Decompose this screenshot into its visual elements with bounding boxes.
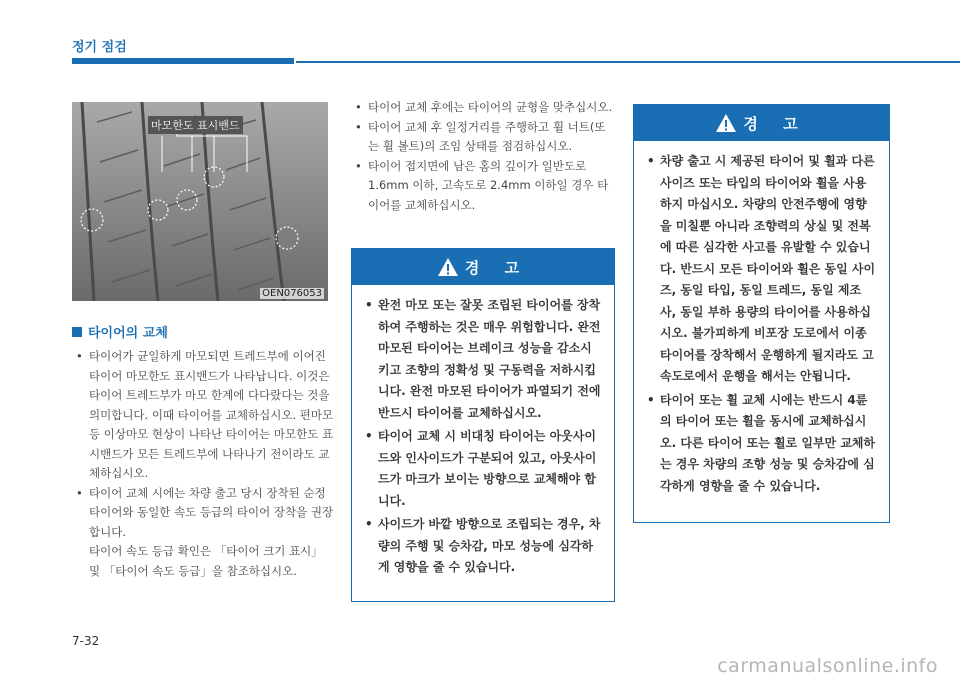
middle-column-text [355,98,615,215]
warning-box-right [633,104,890,523]
warning-item: • 사이드가 바깥 방향으로 조립되는 경우, 차량의 주행 및 승차감, 마모 성능에 심각하게 영향을 줄 수 있습니다. [364,514,602,579]
warning-body [634,141,889,507]
header-title: 정기 점검 [72,40,127,55]
figure-code: OEN076053 [262,288,322,299]
section-marker-icon [72,327,82,337]
warning-item: • 차량 출고 시 제공된 타이어 및 휠과 다른 사이즈 또는 타입의 타이어와 휠을 사용하지 마십시오. 차량의 안전주행에 영향을 미칠뿐 아니라 조향력의 상실 및 전복에 따른 심각한 사고를 유발할 수 있습니다. 반드시 모든 타이어와 휠은 동일 사이즈, 동일 타입, 동일 트레드, 동일 제조사, 동일 부하 용량의 타이어를 사용하십시오. 불가피하게 비포장 도로에서 이종 타이어를 장착해서 운행하게 될지라도 고속도로에서 운행을 해서는 안됩니다. [646,151,877,388]
warning-item: • 타이어 교체 시 비대칭 타이어는 아웃사이드와 인사이드가 구분되어 있고, 아웃사이드가 마크가 보이는 방향으로 교체해야 합니다. [364,426,602,512]
warning-box-middle [351,248,615,602]
left-column-text [76,347,334,581]
warning-title: 경 고 [743,114,808,133]
list-item: • 타이어 교체 후 일정거리를 주행하고 휠 너트(또는 휠 볼트)의 조임 상태를 점검하십시오. [355,118,615,157]
list-item: • 타이어 교체 후에는 타이어의 균형을 맞추십시오. [355,98,615,118]
list-item: • 타이어 교체 시에는 차량 출고 당시 장착된 순정 타이어와 동일한 속도 등급의 타이어 장착을 권장합니다. [76,484,334,543]
figure-label: 마모한도 표시밴드 [148,116,243,134]
header-bar [72,58,294,64]
warning-item: • 타이어 또는 휠 교체 시에는 반드시 4륜의 타이어 또는 휠을 동시에 교체하십시오. 다른 타이어 또는 휠로 일부만 교체하는 경우 차량의 조향 성능 및 승차감에 심각하게 영향을 줄 수 있습니다. [646,390,877,498]
continuation-text: 타이어 속도 등급 확인은 「타이어 크기 표시」 및 「타이어 속도 등급」을 참조하십시오. [89,544,323,578]
warning-body [352,285,614,589]
warning-title: 경 고 [464,258,530,277]
warning-item: • 완전 마모 또는 잘못 조립된 타이어를 장착하여 주행하는 것은 매우 위험합니다. 완전 마모된 타이어는 브레이크 성능을 감소시키고 조향의 정확성 및 구동력을 저하시킵니다. 완전 마모된 타이어가 파열되기 전에 반드시 타이어를 교체하십시오. [364,295,602,424]
warning-triangle-icon [437,257,459,277]
warning-header [352,249,614,285]
watermark: carmanualsonline.info [717,655,938,677]
section-title: 타이어의 교체 [88,326,168,341]
warning-triangle-icon [715,113,737,133]
header-rule [296,61,960,63]
section-heading [72,322,168,341]
warning-header [634,105,889,141]
list-item: • 타이어 접지면에 남은 홈의 깊이가 일반도로 1.6mm 이하, 고속도로 2.4mm 이하일 경우 타이어를 교체하십시오. [355,157,615,216]
page-number: 7-32 [72,634,100,648]
tire-photo [72,102,328,301]
list-item: • 타이어가 균일하게 마모되면 트레드부에 이어진 타이어 마모한도 표시밴드가 나타납니다. 이것은 타이어 트레드부가 마모 한계에 다다랐다는 것을 의미합니다. 이때 타이어를 교체하십시오. 편마모등 이상마모 현상이 나타난 타이어는 마모한도 표시밴드가 모든 트레드부에 나타나기 전이라도 교체하십시오. [76,347,334,484]
